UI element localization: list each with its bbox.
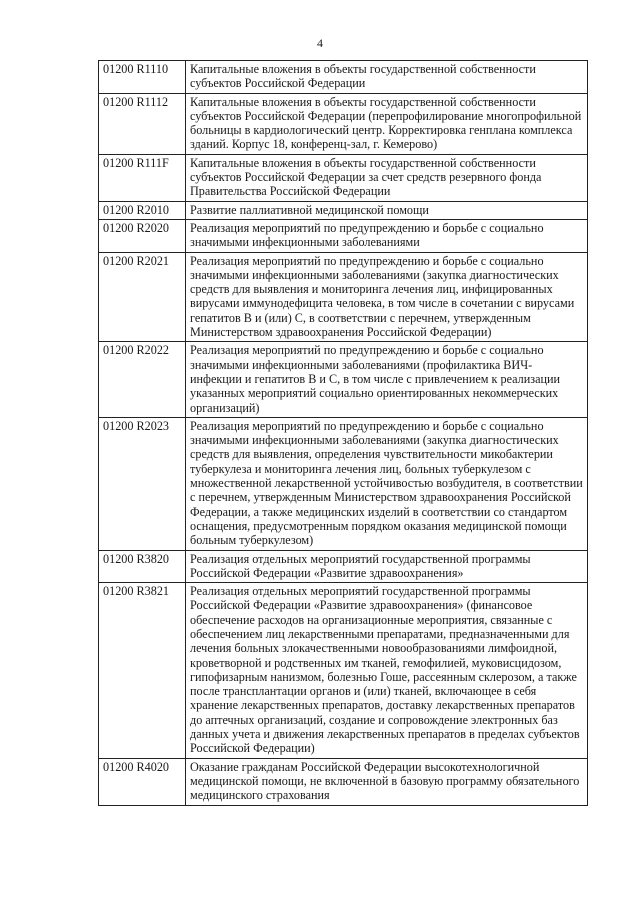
table-row <box>99 583 588 759</box>
description-cell: Капитальные вложения в объекты государственной собственности субъектов Российской Федерации (перепрофилирование многопрофильной больницы в кардиологический центр. Корректировка генплана комплекса зданий. Корпус 18, конференц-зал, г. Кемерово) <box>186 93 588 154</box>
table-row <box>99 417 588 550</box>
description-cell: Реализация отдельных мероприятий государственной программы Российской Федерации «Развитие здравоохранения» (финансовое обеспечение расходов на организационные мероприятия, связанные с обеспечением лиц лекарственными препаратами, предназначенными для лечения больных злокачественными новообразованиями лимфоидной, кроветворной и родственных им тканей, гемофилией, муковисцидозом, гипофизарным нанизмом, болезнью Гоше, рассеянным склерозом, а также после трансплантации органов и (или) тканей, включающее в себя хранение лекарственных препаратов, доставку лекарственных препаратов до аптечных организаций, создание и сопровождение электронных баз данных учета и движения лекарственных препаратов в пределах субъектов Российской Федерации) <box>186 583 588 759</box>
code-cell: 01200 R2022 <box>99 342 186 417</box>
description-cell: Капитальные вложения в объекты государственной собственности субъектов Российской Федерации <box>186 61 588 94</box>
code-cell: 01200 R1112 <box>99 93 186 154</box>
code-cell: 01200 R3820 <box>99 550 186 583</box>
description-cell: Капитальные вложения в объекты государственной собственности субъектов Российской Федерации за счет средств резервного фонда Правительства Российской Федерации <box>186 154 588 201</box>
description-cell: Реализация мероприятий по предупреждению и борьбе с социально значимыми инфекционными заболеваниями (профилактика ВИЧ-инфекции и гепатитов В и С, в том числе с привлечением к реализации указанных мероприятий социально ориентированных некоммерческих организаций) <box>186 342 588 417</box>
table-row <box>99 758 588 805</box>
code-cell: 01200 R2021 <box>99 252 186 342</box>
table-row <box>99 93 588 154</box>
description-cell: Реализация мероприятий по предупреждению и борьбе с социально значимыми инфекционными заболеваниями <box>186 219 588 252</box>
table-row <box>99 342 588 417</box>
budget-codes-table <box>98 60 588 806</box>
table-row <box>99 201 588 219</box>
page-number: 4 <box>317 36 323 50</box>
table-row <box>99 219 588 252</box>
code-cell: 01200 R3821 <box>99 583 186 759</box>
description-cell: Реализация мероприятий по предупреждению и борьбе с социально значимыми инфекционными заболеваниями (закупка диагностических средств для выявления и мониторинга лечения лиц, инфицированных вирусами иммунодефицита человека, в том числе в сочетании с вирусами гепатитов В и (или) С, в соответствии с перечнем, утвержденным Министерством здравоохранения Российской Федерации) <box>186 252 588 342</box>
description-cell: Реализация отдельных мероприятий государственной программы Российской Федерации «Развитие здравоохранения» <box>186 550 588 583</box>
code-cell: 01200 R4020 <box>99 758 186 805</box>
code-cell: 01200 R2010 <box>99 201 186 219</box>
code-cell: 01200 R1110 <box>99 61 186 94</box>
table-row <box>99 61 588 94</box>
code-cell: 01200 R111F <box>99 154 186 201</box>
code-cell: 01200 R2023 <box>99 417 186 550</box>
code-cell: 01200 R2020 <box>99 219 186 252</box>
description-cell: Реализация мероприятий по предупреждению и борьбе с социально значимыми инфекционными заболеваниями (закупка диагностических средств для выявления, определения чувствительности микобактерии туберкулеза и мониторинга лечения лиц, больных туберкулезом с множественной лекарственной устойчивостью возбудителя, в соответствии с перечнем, утвержденным Министерством здравоохранения Российской Федерации, а также медицинских изделий в соответствии со стандартом оснащения, предусмотренным порядком оказания медицинской помощи больным туберкулезом) <box>186 417 588 550</box>
description-cell: Оказание гражданам Российской Федерации высокотехнологичной медицинской помощи, не включенной в базовую программу обязательного медицинского страхования <box>186 758 588 805</box>
table-row <box>99 154 588 201</box>
table-row <box>99 252 588 342</box>
description-cell: Развитие паллиативной медицинской помощи <box>186 201 588 219</box>
table-row <box>99 550 588 583</box>
